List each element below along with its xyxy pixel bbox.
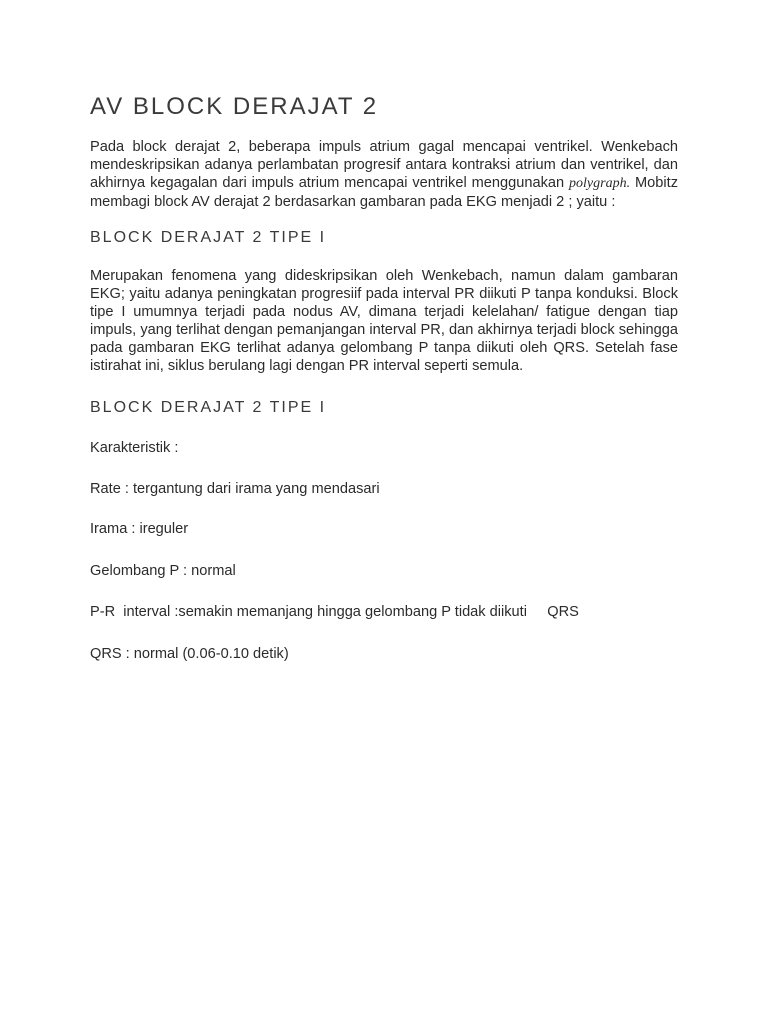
characteristic-irama: Irama : ireguler (90, 521, 189, 537)
description-paragraph: Merupakan fenomena yang dideskripsikan oleh Wenkebach, namun dalam gambaran EKG; yaitu adanya peningkatan progresiif pada interval PR diikuti P tanpa konduksi. Block tipe I umumnya terjadi pada nodus AV, dimana terjadi kelelahan/ fatigue dengan tiap impuls, yang terlihat dengan pemanjangan interval PR, dan akhirnya terjadi block sehingga pada gambaran EKG terlihat adanya gelombang P tanpa diikuti oleh QRS. Setelah fase istirahat ini, siklus berulang lagi dengan PR interval seperti semula. (90, 268, 678, 374)
intro-paragraph (90, 138, 678, 211)
intro-text-part1: Pada block derajat 2, beberapa impuls atrium gagal mencapai ventrikel. Wenkebach mendeskripsikan adanya perlambatan progresif antara kontraksi atrium dan ventrikel, dan akhirnya kegagalan dari impuls atrium mencapai ventrikel menggunakan (90, 139, 678, 191)
document-title: AV BLOCK DERAJAT 2 (90, 93, 379, 120)
subheading-type-1-repeat: BLOCK DERAJAT 2 TIPE I (90, 399, 327, 416)
subheading-type-1: BLOCK DERAJAT 2 TIPE I (90, 229, 327, 246)
intro-text-part2: Mobitz membagi block AV derajat 2 berdasarkan gambaran pada EKG menjadi 2 ; yaitu : (90, 175, 678, 210)
intro-italic-term: polygraph. (569, 176, 631, 191)
characteristic-qrs: QRS : normal (0.06-0.10 detik) (90, 646, 289, 662)
characteristics-label: Karakteristik : (90, 440, 179, 456)
characteristic-gelombang-p: Gelombang P : normal (90, 563, 236, 579)
characteristic-rate: Rate : tergantung dari irama yang mendasari (90, 481, 380, 497)
characteristic-pr-interval: P-R interval :semakin memanjang hingga gelombang P tidak diikuti QRS (90, 604, 579, 620)
